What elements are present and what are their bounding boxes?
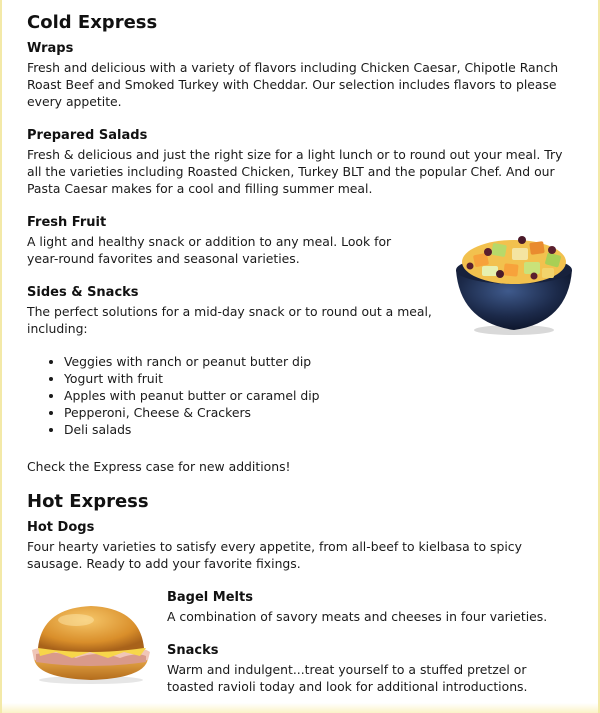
hot-dogs-line-1: Four hearty varieties to satisfy every appetite, from all-beef to kielbasa to spicy (27, 539, 522, 554)
prepared-salads-heading: Prepared Salads (27, 128, 148, 143)
list-item: • Apples with peanut butter or caramel dip (64, 387, 320, 404)
salads-line-3: Pasta Caesar makes for a cool and filling summer meal. (27, 181, 373, 196)
fruit-bowl-image (452, 230, 576, 336)
snacks-heading: Snacks (167, 643, 219, 658)
sides-snacks-heading: Sides & Snacks (27, 285, 139, 300)
sides-list (46, 353, 320, 438)
bagel-melts-line-1: A combination of savory meats and cheeses in four varieties. (167, 609, 548, 624)
hot-express-heading: Hot Express (27, 491, 149, 512)
sides-line-1: The perfect solutions for a mid-day snack or to round out a meal, (27, 304, 432, 319)
list-item: • Yogurt with fruit (64, 370, 320, 387)
sides-line-2: including: (27, 321, 88, 336)
case-note: Check the Express case for new additions! (27, 459, 291, 474)
wraps-heading: Wraps (27, 41, 74, 56)
salads-line-2: all the varieties including Roasted Chicken, Turkey BLT and the popular Chef. And our (27, 164, 555, 179)
bagel-sandwich-image (28, 600, 154, 684)
wraps-line-2: Roast Beef and Smoked Turkey with Cheddar. Our selection includes flavors to please (27, 77, 557, 92)
list-item: • Deli salads (64, 421, 320, 438)
hot-dogs-line-2: sausage. Ready to add your favorite fixings. (27, 556, 301, 571)
salads-line-1: Fresh & delicious and just the right size for a light lunch or to round out your meal. Try (27, 147, 563, 162)
fresh-fruit-heading: Fresh Fruit (27, 215, 107, 230)
list-item: • Veggies with ranch or peanut butter dip (64, 353, 320, 370)
list-item: • Pepperoni, Cheese & Crackers (64, 404, 320, 421)
cold-express-heading: Cold Express (27, 12, 158, 33)
hot-dogs-heading: Hot Dogs (27, 520, 95, 535)
snacks-line-2: toasted ravioli today and look for additional introductions. (167, 679, 528, 694)
snacks-line-1: Warm and indulgent...treat yourself to a stuffed pretzel or (167, 662, 527, 677)
fruit-line-1: A light and healthy snack or addition to any meal. Look for (27, 234, 392, 249)
bagel-melts-heading: Bagel Melts (167, 590, 253, 605)
fruit-line-2: year-round favorites and seasonal varieties. (27, 251, 300, 266)
wraps-line-1: Fresh and delicious with a variety of flavors including Chicken Caesar, Chipotle Ranch (27, 60, 559, 75)
wraps-line-3: every appetite. (27, 94, 122, 109)
